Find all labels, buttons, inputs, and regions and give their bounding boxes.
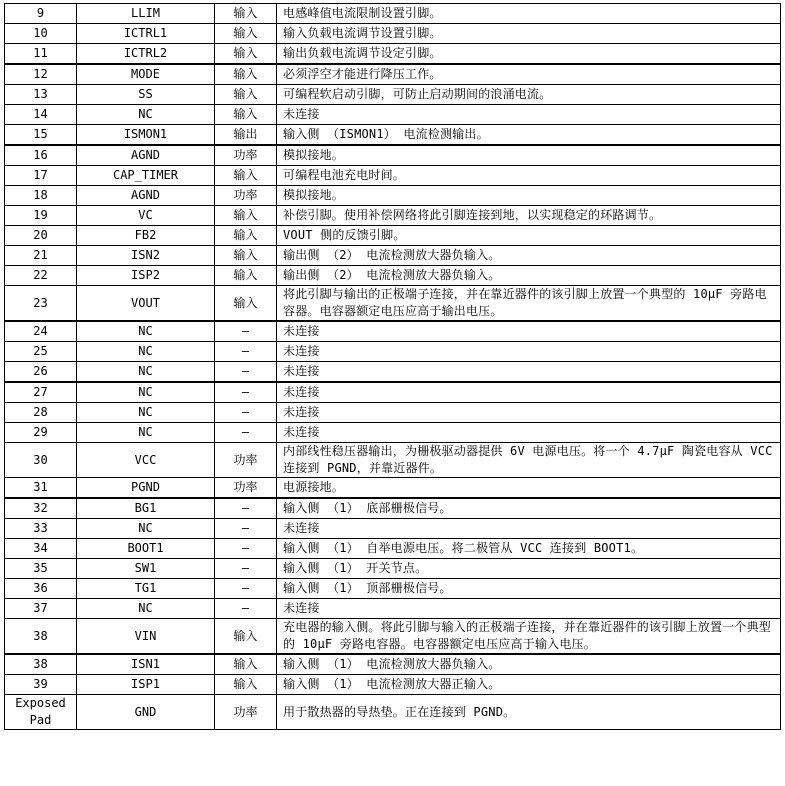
table-row	[5, 64, 781, 85]
pin-description: 未连接	[277, 519, 781, 539]
table-row	[5, 321, 781, 342]
pin-name: NC	[77, 382, 215, 403]
pin-type: 输入	[215, 654, 277, 675]
pin-number: 20	[5, 226, 77, 246]
table-row	[5, 539, 781, 559]
pin-name: ISN2	[77, 246, 215, 266]
table-row	[5, 206, 781, 226]
table-row	[5, 478, 781, 499]
pin-number: 38	[5, 619, 77, 655]
pin-name: FB2	[77, 226, 215, 246]
pin-name: NC	[77, 342, 215, 362]
pin-description: 未连接	[277, 423, 781, 443]
pin-description: 输入侧 （1） 电流检测放大器正输入。	[277, 675, 781, 695]
pin-description: 输入侧 （1） 自举电源电压。将二极管从 VCC 连接到 BOOT1。	[277, 539, 781, 559]
pin-type: –	[215, 519, 277, 539]
pin-type: –	[215, 423, 277, 443]
pin-name: ISMON1	[77, 125, 215, 146]
pin-type: 功率	[215, 145, 277, 166]
pin-name: LLIM	[77, 4, 215, 24]
pin-number: 21	[5, 246, 77, 266]
table-row	[5, 145, 781, 166]
pin-description: 未连接	[277, 105, 781, 125]
pin-number: 14	[5, 105, 77, 125]
pin-number: 31	[5, 478, 77, 499]
pin-number: 10	[5, 24, 77, 44]
pin-description: 未连接	[277, 382, 781, 403]
pin-name: NC	[77, 599, 215, 619]
pin-number: 18	[5, 186, 77, 206]
pin-type: 输入	[215, 24, 277, 44]
pin-number: 15	[5, 125, 77, 146]
pin-description: 未连接	[277, 362, 781, 383]
pin-name: ISP1	[77, 675, 215, 695]
pin-number: 19	[5, 206, 77, 226]
pin-number: 26	[5, 362, 77, 383]
pin-name: SS	[77, 85, 215, 105]
pin-number: 28	[5, 403, 77, 423]
pin-description: 输入侧 （ISMON1） 电流检测输出。	[277, 125, 781, 146]
pin-type: 功率	[215, 186, 277, 206]
table-row	[5, 362, 781, 383]
pin-number: 23	[5, 286, 77, 322]
pin-type: 输入	[215, 246, 277, 266]
pin-name: NC	[77, 321, 215, 342]
pin-name: AGND	[77, 186, 215, 206]
table-row	[5, 519, 781, 539]
pin-name: VC	[77, 206, 215, 226]
table-row	[5, 24, 781, 44]
pin-type: 输入	[215, 166, 277, 186]
pin-number: Exposed Pad	[5, 695, 77, 730]
pin-description: 用于散热器的导热垫。正在连接到 PGND。	[277, 695, 781, 730]
pin-description: 未连接	[277, 403, 781, 423]
pin-description: 输入侧 （1） 底部栅极信号。	[277, 498, 781, 519]
pin-type: 功率	[215, 695, 277, 730]
table-row	[5, 166, 781, 186]
pin-type: 输入	[215, 206, 277, 226]
pin-description: 模拟接地。	[277, 145, 781, 166]
pin-number: 30	[5, 443, 77, 478]
pin-number: 34	[5, 539, 77, 559]
table-row	[5, 423, 781, 443]
pin-description: 内部线性稳压器输出，为栅极驱动器提供 6V 电源电压。将一个 4.7μF 陶瓷电容从 VCC 连接到 PGND，并靠近器件。	[277, 443, 781, 478]
pin-number: 17	[5, 166, 77, 186]
pin-description: 未连接	[277, 342, 781, 362]
pin-description: 可编程软启动引脚，可防止启动期间的浪涌电流。	[277, 85, 781, 105]
pin-number: 38	[5, 654, 77, 675]
pin-type: 功率	[215, 478, 277, 499]
pin-name: CAP_TIMER	[77, 166, 215, 186]
table-row	[5, 498, 781, 519]
table-row	[5, 599, 781, 619]
pin-description: 必须浮空才能进行降压工作。	[277, 64, 781, 85]
pin-type: 输入	[215, 286, 277, 322]
pin-number: 22	[5, 266, 77, 286]
table-row	[5, 559, 781, 579]
pin-description: 未连接	[277, 599, 781, 619]
pin-type: 输入	[215, 266, 277, 286]
table-row	[5, 226, 781, 246]
pin-name: VIN	[77, 619, 215, 655]
table-row	[5, 186, 781, 206]
pin-name: ISN1	[77, 654, 215, 675]
pin-type: 输出	[215, 125, 277, 146]
pin-description: 输出侧 （2） 电流检测放大器负输入。	[277, 246, 781, 266]
pin-name: VCC	[77, 443, 215, 478]
table-row	[5, 286, 781, 322]
pin-number: 24	[5, 321, 77, 342]
pin-type: –	[215, 362, 277, 383]
pin-description: 输出负载电流调节设定引脚。	[277, 44, 781, 65]
pin-name: PGND	[77, 478, 215, 499]
pin-description: 输入侧 （1） 电流检测放大器负输入。	[277, 654, 781, 675]
pin-name: AGND	[77, 145, 215, 166]
pin-type: 输入	[215, 64, 277, 85]
table-row	[5, 4, 781, 24]
pin-name: NC	[77, 105, 215, 125]
pin-name: NC	[77, 519, 215, 539]
pin-function-table	[4, 3, 781, 730]
pin-type: 输入	[215, 85, 277, 105]
pin-type: –	[215, 382, 277, 403]
pin-number: 36	[5, 579, 77, 599]
table-row	[5, 85, 781, 105]
pin-name: BOOT1	[77, 539, 215, 559]
pin-number: 9	[5, 4, 77, 24]
pin-name: NC	[77, 403, 215, 423]
pin-type: –	[215, 321, 277, 342]
pin-number: 32	[5, 498, 77, 519]
pin-number: 35	[5, 559, 77, 579]
pin-name: VOUT	[77, 286, 215, 322]
pin-number: 12	[5, 64, 77, 85]
pin-description: 输出侧 （2） 电流检测放大器负输入。	[277, 266, 781, 286]
pin-description: 输入侧 （1） 顶部栅极信号。	[277, 579, 781, 599]
pin-type: 输入	[215, 675, 277, 695]
pin-number: 27	[5, 382, 77, 403]
pin-number: 33	[5, 519, 77, 539]
pin-type: –	[215, 579, 277, 599]
table-row	[5, 125, 781, 146]
pin-description: 模拟接地。	[277, 186, 781, 206]
table-row	[5, 382, 781, 403]
pin-description: 输入侧 （1） 开关节点。	[277, 559, 781, 579]
table-row	[5, 675, 781, 695]
pin-name: TG1	[77, 579, 215, 599]
pin-type: 功率	[215, 443, 277, 478]
pin-type: –	[215, 498, 277, 519]
pin-name: SW1	[77, 559, 215, 579]
pin-name: ICTRL2	[77, 44, 215, 65]
pin-description: 补偿引脚。使用补偿网络将此引脚连接到地，以实现稳定的环路调节。	[277, 206, 781, 226]
table-row	[5, 579, 781, 599]
pin-description: 可编程电池充电时间。	[277, 166, 781, 186]
pin-type: 输入	[215, 105, 277, 125]
pin-type: –	[215, 403, 277, 423]
pin-name: NC	[77, 423, 215, 443]
pin-name: NC	[77, 362, 215, 383]
pin-name: ISP2	[77, 266, 215, 286]
pin-type: 输入	[215, 619, 277, 655]
pin-name: MODE	[77, 64, 215, 85]
pin-number: 25	[5, 342, 77, 362]
table-row	[5, 403, 781, 423]
pin-description: 电感峰值电流限制设置引脚。	[277, 4, 781, 24]
table-row	[5, 654, 781, 675]
pin-type: 输入	[215, 44, 277, 65]
pin-number: 16	[5, 145, 77, 166]
pin-description: 将此引脚与输出的正极端子连接，并在靠近器件的该引脚上放置一个典型的 10μF 旁路电容器。电容器额定电压应高于输出电压。	[277, 286, 781, 322]
pin-type: –	[215, 599, 277, 619]
pin-number: 39	[5, 675, 77, 695]
pin-type: 输入	[215, 226, 277, 246]
pin-type: 输入	[215, 4, 277, 24]
pin-description: 电源接地。	[277, 478, 781, 499]
table-row	[5, 105, 781, 125]
pin-type: –	[215, 539, 277, 559]
table-row	[5, 443, 781, 478]
pin-description: 输入负载电流调节设置引脚。	[277, 24, 781, 44]
pin-name: BG1	[77, 498, 215, 519]
pin-number: 11	[5, 44, 77, 65]
pin-name: GND	[77, 695, 215, 730]
table-row	[5, 266, 781, 286]
pin-name: ICTRL1	[77, 24, 215, 44]
pin-table-body	[5, 4, 781, 730]
pin-description: 充电器的输入侧。将此引脚与输入的正极端子连接，并在靠近器件的该引脚上放置一个典型的 10μF 旁路电容器。电容器额定电压应高于输入电压。	[277, 619, 781, 655]
pin-type: –	[215, 342, 277, 362]
pin-number: 13	[5, 85, 77, 105]
table-row	[5, 619, 781, 655]
pin-description: 未连接	[277, 321, 781, 342]
pin-number: 29	[5, 423, 77, 443]
pin-description: VOUT 侧的反馈引脚。	[277, 226, 781, 246]
table-row	[5, 342, 781, 362]
pin-type: –	[215, 559, 277, 579]
table-row	[5, 695, 781, 730]
table-row	[5, 44, 781, 65]
pin-number: 37	[5, 599, 77, 619]
table-row	[5, 246, 781, 266]
